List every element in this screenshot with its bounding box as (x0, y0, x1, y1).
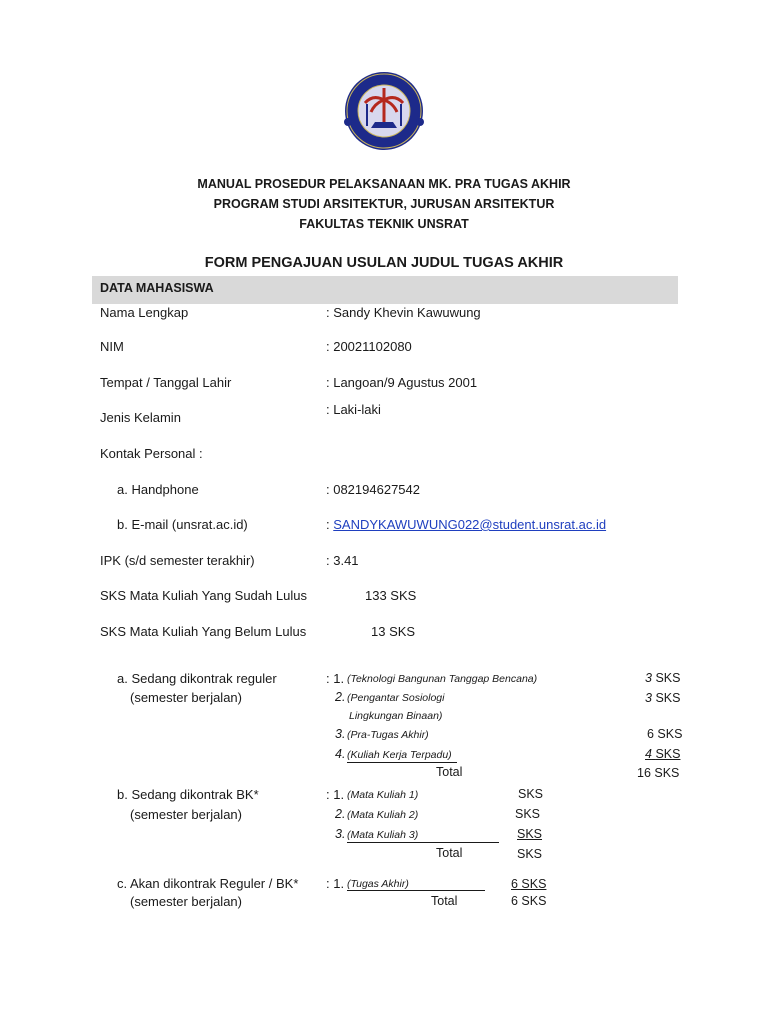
bk-underline (347, 842, 499, 843)
section-label: DATA MAHASISWA (100, 281, 214, 295)
bk-label: b. Sedang dikontrak BK* (117, 787, 259, 802)
akan-total-label: Total (431, 894, 458, 908)
reguler-underline (347, 762, 457, 763)
bk-item-3: (Mata Kuliah 3) (347, 829, 419, 841)
header-line-3: FAKULTAS TEKNIK UNSRAT (299, 217, 469, 231)
bk-item-1-sks: SKS (518, 787, 544, 801)
akan-total: 6 SKS (511, 894, 547, 908)
reguler-colon: : 1. (326, 671, 345, 686)
akan-colon: : 1. (326, 876, 345, 891)
sks-lulus-value: 133 SKS (365, 588, 417, 603)
reguler-item-4-num: 4. (335, 747, 346, 761)
bk-item-2: (Mata Kuliah 2) (347, 809, 419, 821)
ttl-value: : Langoan/9 Agustus 2001 (326, 375, 478, 390)
reguler-item-1: (Teknologi Bangunan Tanggap Bencana) (347, 673, 538, 685)
reguler-item-2: (Pengantar Sosiologi (347, 692, 445, 704)
reguler-total: 16 SKS (637, 766, 680, 780)
nama-label: Nama Lengkap (100, 305, 189, 320)
akan-item-sks: 6 SKS (511, 877, 547, 891)
reguler-item-4-sks: 4 SKS (645, 747, 681, 761)
bk-total-label: Total (436, 846, 463, 860)
section-header (92, 276, 678, 304)
ttl-label: Tempat / Tanggal Lahir (100, 375, 232, 390)
bk-item-3-num: 3. (335, 827, 346, 841)
sks-belum-label: SKS Mata Kuliah Yang Belum Lulus (100, 624, 307, 639)
reguler-total-label: Total (436, 765, 463, 779)
akan-sublabel: (semester berjalan) (130, 894, 242, 909)
university-logo (343, 70, 425, 152)
jk-value: : Laki-laki (326, 402, 381, 417)
hp-label: a. Handphone (117, 482, 199, 497)
bk-total: SKS (517, 847, 543, 861)
ipk-value: : 3.41 (326, 553, 359, 568)
bk-item-3-sks: SKS (517, 827, 543, 841)
bk-colon: : 1. (326, 787, 345, 802)
email-link[interactable]: SANDYKAWUWUNG022@student.unsrat.ac.id (333, 517, 607, 532)
akan-item: (Tugas Akhir) (347, 878, 409, 890)
reguler-item-3: (Pra-Tugas Akhir) (347, 729, 429, 741)
sks-belum-value: 13 SKS (371, 624, 416, 639)
bk-item-2-num: 2. (335, 807, 346, 821)
form-title: FORM PENGAJUAN USULAN JUDUL TUGAS AKHIR (204, 255, 564, 271)
bk-item-1: (Mata Kuliah 1) (347, 789, 419, 801)
reguler-item-2-num: 2. (335, 690, 346, 704)
reguler-item-2-sks: 3 SKS (645, 691, 681, 705)
jk-label: Jenis Kelamin (100, 410, 181, 425)
nim-value: : 20021102080 (326, 339, 412, 354)
bk-item-2-sks: SKS (515, 807, 541, 821)
reguler-sublabel: (semester berjalan) (130, 690, 242, 705)
reguler-item-3-sks: 6 SKS (647, 727, 683, 741)
header-line-1: MANUAL PROSEDUR PELAKSANAAN MK. PRA TUGAS AKHIR (197, 177, 571, 191)
reguler-item-3-num: 3. (335, 727, 346, 741)
sks-lulus-label: SKS Mata Kuliah Yang Sudah Lulus (100, 588, 307, 603)
akan-underline (347, 890, 485, 891)
email-colon: : (326, 517, 330, 532)
email-value-row (326, 517, 606, 532)
nama-value: : Sandy Khevin Kawuwung (326, 305, 481, 320)
akan-label: c. Akan dikontrak Reguler / BK* (117, 876, 299, 891)
nim-label: NIM (100, 339, 124, 354)
bk-sublabel: (semester berjalan) (130, 807, 242, 822)
hp-value: : 082194627542 (326, 482, 420, 497)
reguler-item-2-cont: Lingkungan Binaan) (349, 710, 443, 722)
email-label: b. E-mail (unsrat.ac.id) (117, 517, 248, 532)
reguler-item-4: (Kuliah Kerja Terpadu) (347, 749, 452, 761)
reguler-label: a. Sedang dikontrak reguler (117, 671, 277, 686)
kontak-label: Kontak Personal : (100, 446, 203, 461)
ipk-label: IPK (s/d semester terakhir) (100, 553, 255, 568)
header-line-2: PROGRAM STUDI ARSITEKTUR, JURUSAN ARSITEKTUR (213, 197, 555, 211)
reguler-item-1-sks: 3 SKS (645, 671, 681, 685)
